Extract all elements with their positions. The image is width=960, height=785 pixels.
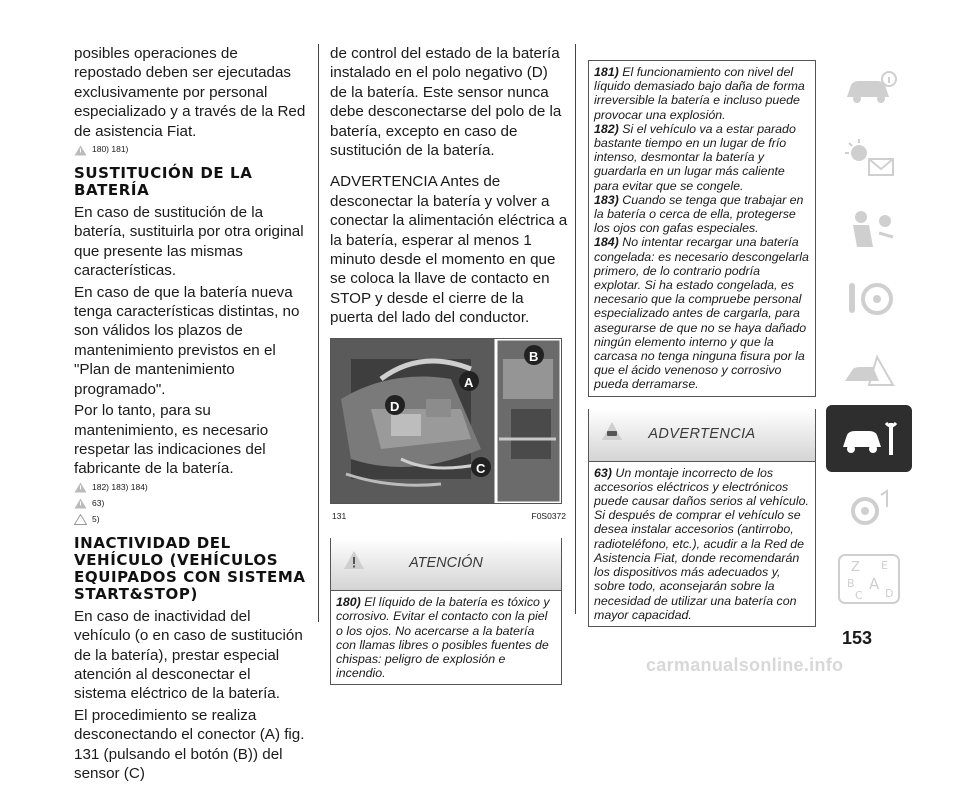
note-text: Cuando se tenga que trabajar en la batería o cerca de ella, protegerse los ojos con gafas especiales. xyxy=(594,192,804,236)
paragraph: Por lo tanto, para su mantenimiento, es necesario respetar las indicaciones del fabricante de la batería. xyxy=(74,402,269,478)
attention-title: ATENCIÓN xyxy=(409,555,483,572)
tab-car-service[interactable] xyxy=(826,405,912,472)
warning-paragraph: ADVERTENCIA Antes de desconectar la batería y volver a conectar la alimentación eléctrica a la batería, esperar al menos 1 minuto desde el momento en que se coloca la llave de contacto en STOP y desde el cierre de la puerta del lado del conductor. xyxy=(330,173,568,327)
note-text: No intentar recargar una batería congelada: es necesario descongelarla primero, de lo contrario podría explotar. Si ha estado congelada, es necesario que la compruebe personal especializado antes de cargarla, para asegurarse de que no se haya dañado ningún elemento interno y que la carcasa no tenga ninguna fisura por la que el ácido venenoso y corrosivo pueda derramarse. xyxy=(594,235,809,392)
figure-code: F0S0372 xyxy=(531,510,566,521)
note-ref: 182) xyxy=(594,121,619,136)
paragraph: En caso de que la batería nueva tenga características distintas, no son válidos los plazos de mantenimiento previstos en el "Plan de mantenimiento programado". xyxy=(74,283,300,398)
reference-codes: 5) xyxy=(92,514,100,525)
column-right xyxy=(588,60,816,627)
warning-triangle-icon xyxy=(74,482,87,493)
label-b: B xyxy=(529,348,539,364)
index-letter: B xyxy=(847,576,855,590)
tab-seat-airbag[interactable] xyxy=(826,195,912,262)
figure-number: 131 xyxy=(332,510,347,521)
reference-line xyxy=(74,497,306,511)
tab-index[interactable] xyxy=(826,545,912,612)
notes-box xyxy=(588,60,816,397)
paragraph: El procedimiento se realiza desconectando el conector (A) fig. 131 (pulsando el botón (B)) del sensor (C) xyxy=(74,706,305,782)
column-middle xyxy=(330,44,568,685)
warning-box xyxy=(588,409,816,627)
index-letter: Z xyxy=(851,559,860,575)
note-ref: 183) xyxy=(594,192,619,207)
label-a: A xyxy=(464,374,474,390)
attention-text-box xyxy=(330,590,562,685)
note-text: El líquido de la batería es tóxico y corrosivo. Evitar el contacto con la piel o los ojos. No acercarse a la batería con llamas libres o posibles fuentes de chispas: peligro de explosión e incendio. xyxy=(336,595,550,681)
tab-lights-mail[interactable] xyxy=(826,125,912,192)
section-heading-inactivity: INACTIVIDAD DEL VEHÍCULO (VEHÍCULOS EQUIPADOS CON SISTEMA START&STOP) xyxy=(74,533,306,603)
seat-airbag-icon xyxy=(839,207,899,251)
index-letter: E xyxy=(881,558,888,572)
intro-paragraph: posibles operaciones de repostado deben ser ejecutadas exclusivamente por personal especializado y a través de la Red de asistencia Fiat. xyxy=(74,45,306,140)
key-steering-icon xyxy=(839,277,899,321)
note-ref: 181) xyxy=(594,65,619,79)
note-text: Si el vehículo va a estar parado bastante tiempo en un lugar de frío intenso, desmontar la batería y guardarla en un lugar más caliente para evitar que se congele. xyxy=(594,121,796,193)
tab-tech-specs[interactable] xyxy=(826,475,912,542)
reference-codes: 63) xyxy=(92,498,105,509)
watermark: carmanualsonline.info xyxy=(646,655,844,675)
paragraph: En caso de sustitución de la batería, sustituirla por otra original que presente las mismas características. xyxy=(74,204,304,280)
info-triangle-icon xyxy=(74,514,87,525)
chapter-tabs xyxy=(826,55,912,615)
warning-triangle-icon xyxy=(74,145,87,156)
reference-line xyxy=(74,143,306,157)
warning-triangle-icon xyxy=(74,498,87,509)
figure-caption xyxy=(332,507,566,526)
index-letter: A xyxy=(869,574,880,593)
label-d: D xyxy=(390,398,400,414)
warning-text-box xyxy=(588,461,816,627)
car-info-icon xyxy=(839,69,899,109)
note-ref: 184) xyxy=(594,235,619,250)
page-number: 153 xyxy=(842,628,873,648)
reference-codes: 182) 183) 184) xyxy=(92,482,148,493)
index-letter: C xyxy=(855,588,863,602)
index-letters-icon xyxy=(837,553,901,605)
note-ref: 63) xyxy=(594,465,612,480)
column-separator xyxy=(318,44,319,622)
car-service-icon xyxy=(837,417,901,461)
reference-line xyxy=(74,481,306,495)
tech-specs-icon xyxy=(839,487,899,531)
road-warning-icon xyxy=(839,347,899,391)
paragraph: de control del estado de la batería instalado en el polo negativo (D) de la batería. Este sensor nunca debe desconectarse del polo de la batería, excepto en caso de sustitución de la batería. xyxy=(330,45,562,160)
note-text: El funcionamiento con nivel del líquido demasiado bajo daña de forma irreversible la batería e incluso puede provocar una explosión. xyxy=(594,65,805,122)
column-separator xyxy=(575,44,576,614)
paragraph: En caso de inactividad del vehículo (o en caso de sustitución de la batería), prestar especial atención al desconectar el sistema eléctrico de la batería. xyxy=(74,607,303,703)
column-left xyxy=(74,44,306,785)
tab-road-warning[interactable] xyxy=(826,335,912,402)
note-text: Un montaje incorrecto de los accesorios eléctricos y electrónicos puede causar daños serios al vehículo. Si después de comprar el vehículo se desea instalar accesorios (antirrobo, radioteléfono, etc.), acudir a la Red de Asistencia Fiat, donde recomendarán los dispositivos más adecuados y, sobre todo, aconsejarán sobre la necesidad de utilizar una batería con mayor capacidad. xyxy=(594,465,809,622)
tab-car-info[interactable] xyxy=(826,55,912,122)
warning-title: ADVERTENCIA xyxy=(648,425,756,442)
lights-mail-icon xyxy=(839,137,899,181)
index-letter: D xyxy=(885,586,894,600)
warning-banner xyxy=(588,409,816,461)
label-c: C xyxy=(476,460,486,476)
reference-line xyxy=(74,513,306,527)
battery-figure xyxy=(330,338,562,504)
attention-banner xyxy=(330,538,562,590)
reference-codes: 180) 181) xyxy=(92,144,129,155)
note-ref: 180) xyxy=(336,595,361,610)
section-heading-battery: SUSTITUCIÓN DE LA BATERÍA xyxy=(74,164,253,200)
tab-key-steering[interactable] xyxy=(826,265,912,332)
attention-box xyxy=(330,538,562,685)
